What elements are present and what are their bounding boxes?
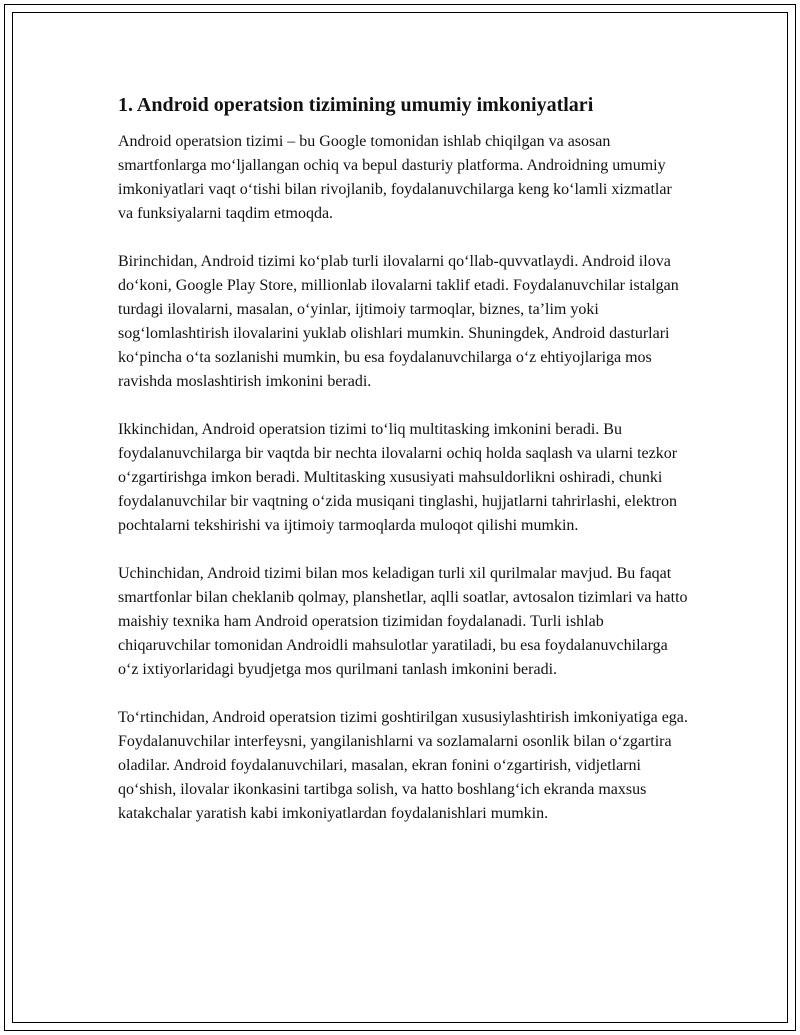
paragraph-intro: Android operatsion tizimi – bu Google tomonidan ishlab chiqilgan va asosan smartfonlarga mo‘ljallangan ochiq va bepul dasturiy platforma. Androidning umumiy imkoniyatlari vaqt o‘tishi bilan rivojlanib, foydalanuvchilarga keng ko‘lamli xizmatlar va funksiyalarni taqdim etmoqda. [118,133,672,222]
section-heading: 1. Android operatsion tizimining umumiy imkoniyatlari [118,94,594,116]
paragraph-fourth: To‘rtinchidan, Android operatsion tizimi goshtirilgan xususiylashtirish imkoniyatiga ega. Foydalanuvchilar interfeysni, yangilanishlarni va sozlamalarni osonlik bilan o‘zgartira oladilar. Android foydalanuvchilari, masalan, ekran fonini o‘zgartirish, vidjetlarni qo‘shish, ilovalar ikonkasini tartibga solish, va hatto boshlang‘ich ekranda maxsus katakchalar yaratish kabi imkoniyatlardan foydalanishlari mumkin. [118,709,688,822]
paragraph-first: Birinchidan, Android tizimi ko‘plab turli ilovalarni qo‘llab-quvvatlaydi. Android ilova do‘koni, Google Play Store, millionlab ilovalarni taklif etadi. Foydalanuvchilar istalgan turdagi ilovalarni, masalan, o‘yinlar, ijtimoiy tarmoqlar, biznes, ta’lim yoki sog‘lomlashtirish ilovalarini yuklab olishlari mumkin. Shuningdek, Android dasturlari ko‘pincha o‘ta sozlanishi mumkin, bu esa foydalanuvchilarga o‘z ehtiyojlariga mos ravishda moslashtirish imkonini beradi. [118,253,679,390]
paragraph-second: Ikkinchidan, Android operatsion tizimi to‘liq multitasking imkonini beradi. Bu foydalanuvchilarga bir vaqtda bir nechta ilovalarni ochiq holda saqlash va ularni tezkor o‘zgartirishga imkon beradi. Multitasking xususiyati mahsuldorlikni oshiradi, chunki foydalanuvchilar bir vaqtning o‘zida musiqani tinglashi, hujjatlarni tahrirlashi, elektron pochtalarni tekshirishi va ijtimoiy tarmoqlarda muloqot qilishi mumkin. [118,421,678,534]
document-body [118,92,688,850]
paragraph-third: Uchinchidan, Android tizimi bilan mos keladigan turli xil qurilmalar mavjud. Bu faqat smartfonlar bilan cheklanib qolmay, planshetlar, aqlli soatlar, avtosalon tizimlari va hatto maishiy texnika ham Android operatsion tizimidan foydalanadi. Turli ishlab chiqaruvchilar tomonidan Androidli mahsulotlar yaratiladi, bu esa foydalanuvchilarga o‘z ixtiyorlaridagi byudjetga mos qurilmani tanlash imkonini beradi. [118,565,688,678]
